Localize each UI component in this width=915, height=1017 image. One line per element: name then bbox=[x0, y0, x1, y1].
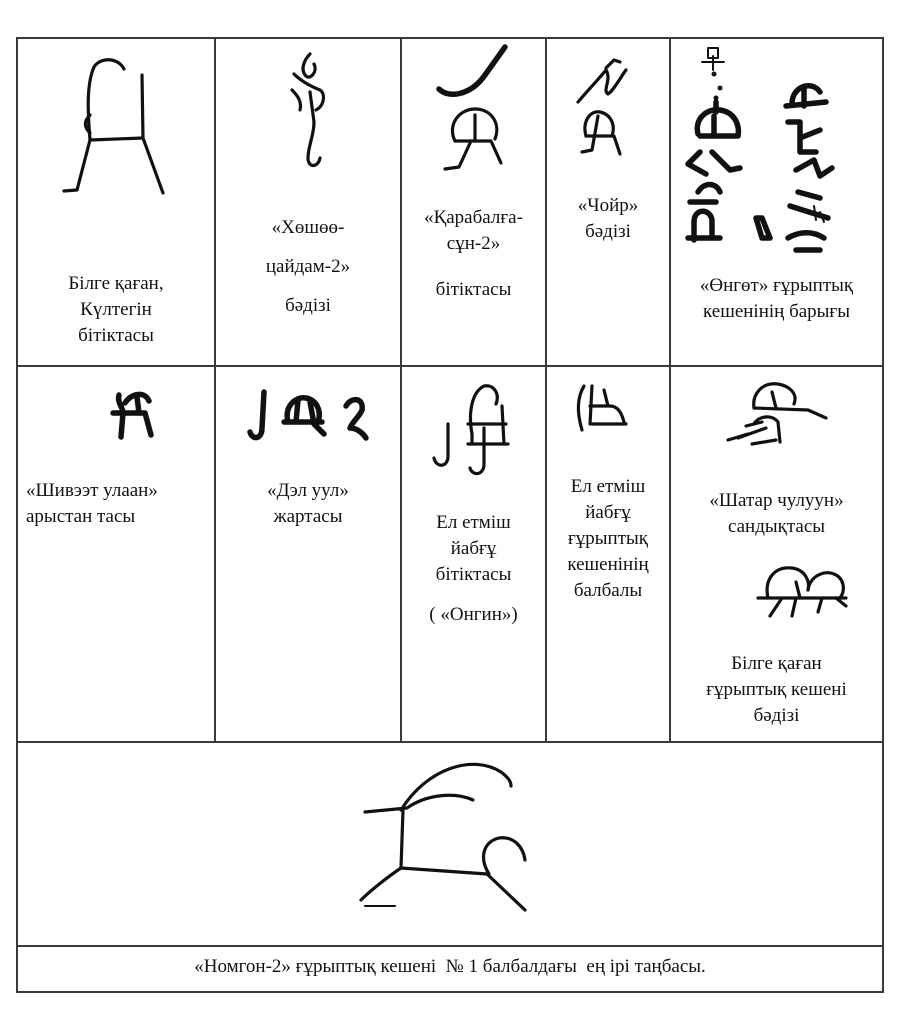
tamga-bilge-kagan-icon bbox=[60, 55, 170, 195]
text-line: Білге қаған bbox=[731, 653, 822, 674]
text-line: «Өнгөт» ғұрыптық bbox=[699, 275, 854, 296]
cell-r2c2-label bbox=[216, 478, 400, 530]
col-divider-1 bbox=[214, 37, 216, 743]
text-line: «Дэл уул» bbox=[267, 480, 349, 501]
table-border-row2 bbox=[16, 741, 884, 743]
text-line: йабғұ bbox=[450, 538, 497, 559]
text-line: «Хөшөө- bbox=[271, 217, 345, 238]
text-line: йабғұ bbox=[585, 502, 631, 523]
table-border-top bbox=[16, 37, 884, 39]
text-line: «Чойр» bbox=[577, 195, 639, 216]
cell-r2c5-label-b bbox=[671, 651, 882, 729]
tamga-nomgon-2-large-icon bbox=[355, 750, 535, 915]
cell-r2c5-label-a bbox=[671, 488, 882, 540]
text-line: кешенінің bbox=[567, 554, 649, 575]
table-border-left bbox=[16, 37, 18, 993]
text-line: Ел етміш bbox=[570, 476, 646, 497]
text-line: балбалы bbox=[573, 580, 643, 601]
table-border-bottom bbox=[16, 991, 884, 993]
text-line: «Шивээт улаан» bbox=[26, 480, 158, 501]
text-line: бітіктасы bbox=[435, 564, 512, 585]
table-border-row3 bbox=[16, 945, 884, 947]
tamga-karabalgasun-icon bbox=[435, 45, 515, 175]
text-line: бітіктасы bbox=[78, 325, 154, 346]
col-divider-2 bbox=[400, 37, 402, 743]
cell-r1c2-label bbox=[216, 208, 400, 325]
tamga-ongot-inscription-icon bbox=[680, 42, 880, 257]
text-line: кешенінің барығы bbox=[703, 301, 850, 322]
text-line: бәдізі bbox=[753, 705, 800, 726]
tamga-khoshoo-tsaidam-icon bbox=[280, 50, 340, 175]
table-border-right bbox=[882, 37, 884, 993]
text-line: Ел етміш bbox=[436, 512, 511, 533]
tamga-choir-icon bbox=[572, 50, 642, 165]
text-line: арыстан тасы bbox=[26, 506, 136, 527]
cell-r1c5-label bbox=[671, 273, 882, 325]
cell-r2c4-label bbox=[547, 474, 669, 604]
text-line: ғұрыптық bbox=[567, 528, 649, 549]
text-line: жартасы bbox=[273, 506, 343, 527]
cell-r1c4-label bbox=[547, 193, 669, 245]
cell-r2c1-label bbox=[26, 478, 214, 530]
cell-r1c1-label bbox=[18, 271, 214, 349]
text-line: ғұрыптық кешені bbox=[706, 679, 847, 700]
text-line: бітіктасы bbox=[435, 279, 512, 300]
text-line: Білге қаған, bbox=[68, 273, 164, 294]
text-line: ( «Онгин») bbox=[429, 604, 518, 625]
text-line: «Шатар чулуун» bbox=[709, 490, 844, 511]
cell-r2c3-label bbox=[402, 510, 545, 628]
text-line: сұн-2» bbox=[446, 233, 501, 254]
table-border-row1 bbox=[16, 365, 884, 367]
tamga-shiveet-ulaan-icon bbox=[105, 383, 165, 443]
text-line: Күлтегін bbox=[80, 299, 152, 320]
text-line: цайдам-2» bbox=[265, 256, 351, 277]
text-line: бәдізі bbox=[585, 221, 631, 242]
tamga-ongin-icon bbox=[428, 384, 518, 479]
text-line: «Қарабалға- bbox=[424, 207, 523, 228]
text-line: бәдізі bbox=[285, 295, 331, 316]
table-caption: «Номгон-2» ғұрыптық кешені № 1 балбалдағы ең ірі таңбасы. bbox=[194, 956, 706, 977]
cell-r1c3-label bbox=[402, 205, 545, 303]
tamga-balbal-icon bbox=[570, 380, 640, 440]
tamga-shatar-chuluun-icon bbox=[722, 378, 832, 448]
col-divider-4 bbox=[669, 37, 671, 743]
text-line: сандықтасы bbox=[727, 516, 826, 537]
col-divider-3 bbox=[545, 37, 547, 743]
tamga-bilge-kagan-complex-icon bbox=[752, 562, 852, 620]
tamga-del-uul-icon bbox=[248, 388, 373, 446]
